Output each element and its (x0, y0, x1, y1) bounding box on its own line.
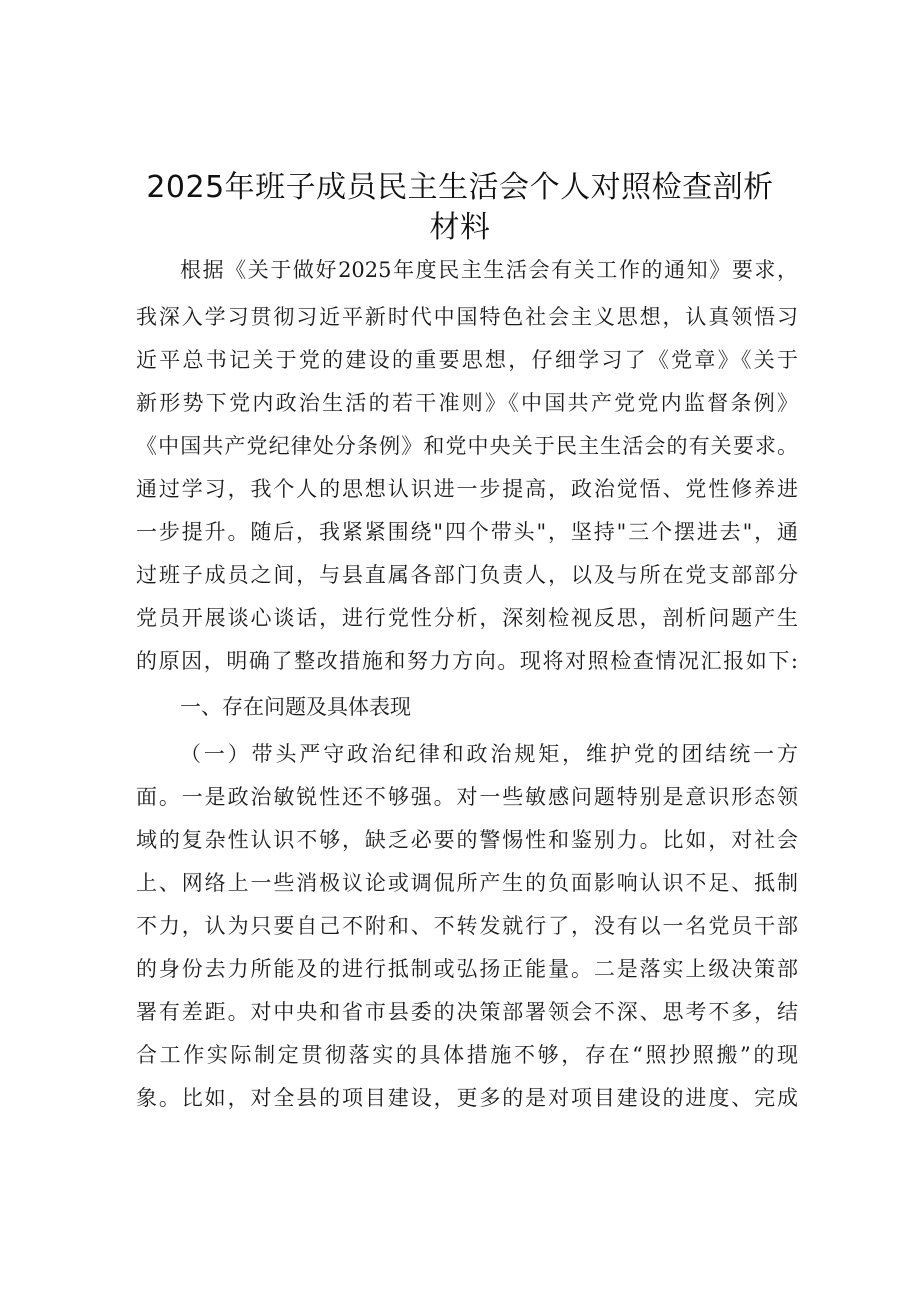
section-paragraph-line: 署有差距。对中央和省市县委的决策部署领会不深、思考不多，结 (136, 1000, 798, 1024)
document-title-line-2: 材料 (429, 210, 491, 245)
intro-paragraph-line: 近平总书记关于党的建设的重要思想，仔细学习了《党章》《关于 (136, 348, 798, 372)
section-paragraph-line: 域的复杂性认识不够，缺乏必要的警惕性和鉴别力。比如，对社会 (136, 828, 798, 852)
intro-paragraph-line: 党员开展谈心谈话，进行党性分析，深刻检视反思，剖析问题产生 (136, 606, 798, 630)
section-paragraph-line: 象。比如，对全县的项目建设，更多的是对项目建设的进度、完成 (136, 1086, 798, 1110)
intro-paragraph-line: 一步提升。随后，我紧紧围绕"四个带头"，坚持"三个摆进去"，通 (136, 520, 798, 544)
section-paragraph-line: 面。一是政治敏锐性还不够强。对一些敏感问题特别是意识形态领 (136, 785, 798, 809)
intro-paragraph-line: 过班子成员之间，与县直属各部门负责人，以及与所在党支部部分 (136, 563, 798, 587)
section-paragraph-line: 的身份去力所能及的进行抵制或弘扬正能量。二是落实上级决策部 (136, 957, 798, 981)
section-paragraph-line: 合工作实际制定贯彻落实的具体措施不够，存在“照抄照搬”的现 (136, 1043, 798, 1067)
intro-paragraph-line: 《中国共产党纪律处分条例》和党中央关于民主生活会的有关要求。 (136, 434, 798, 458)
section-paragraph-line: 不力，认为只要自己不附和、不转发就行了，没有以一名党员干部 (136, 914, 798, 938)
intro-paragraph-line: 通过学习，我个人的思想认识进一步提高，政治觉悟、党性修养进 (136, 477, 798, 501)
intro-paragraph-line: 我深入学习贯彻习近平新时代中国特色社会主义思想，认真领悟习 (136, 305, 798, 329)
section-heading: 一、存在问题及具体表现 (180, 695, 411, 719)
document-title-line-1: 2025年班子成员民主生活会个人对照检查剖析 (146, 170, 774, 205)
section-paragraph-line: （一）带头严守政治纪律和政治规矩，维护党的团结统一方 (180, 742, 798, 766)
section-paragraph-line: 上、网络上一些消极议论或调侃所产生的负面影响认识不足、抵制 (136, 871, 798, 895)
intro-paragraph-line: 的原因，明确了整改措施和努力方向。现将对照检查情况汇报如下: (136, 649, 798, 673)
intro-paragraph-line: 根据《关于做好2025年度民主生活会有关工作的通知》要求， (180, 258, 798, 282)
intro-paragraph-line: 新形势下党内政治生活的若干准则》《中国共产党党内监督条例》 (136, 391, 798, 415)
